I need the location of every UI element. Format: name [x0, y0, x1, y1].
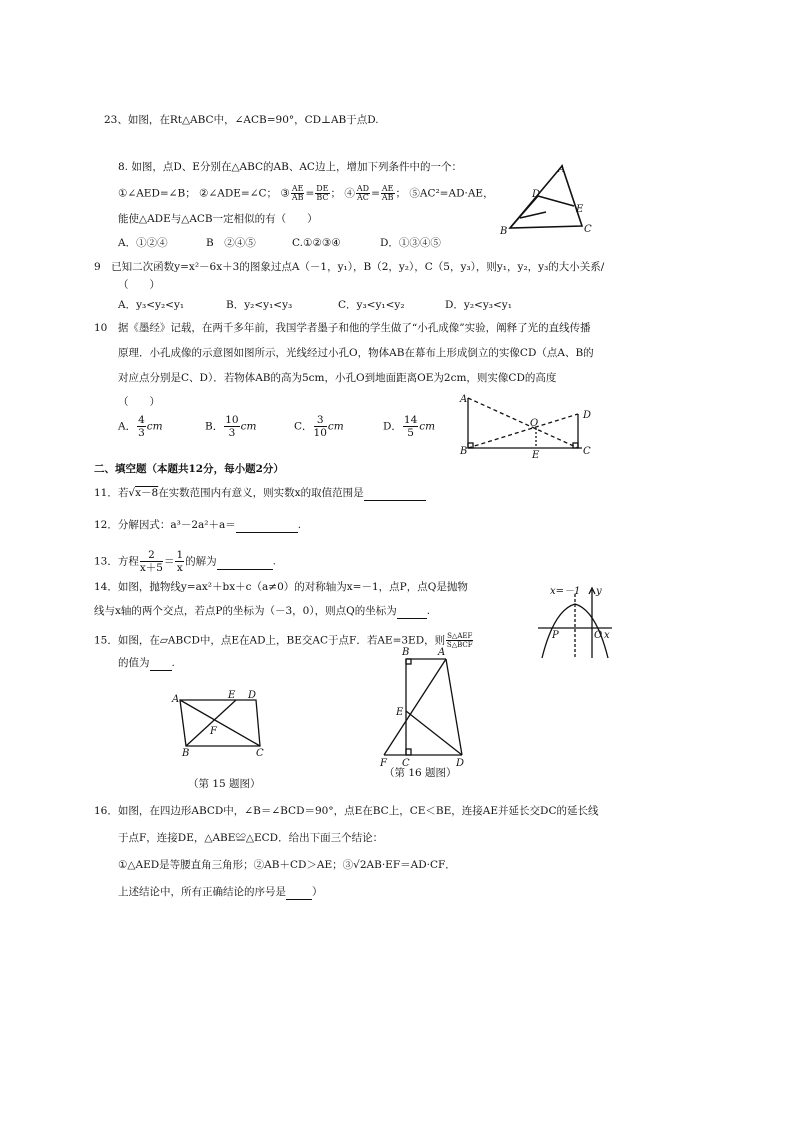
q16-quadrilateral-figure	[376, 645, 476, 769]
q10-line-1: 10 据《墨经》记载，在两千多年前，我国学者墨子和他的学生做了“小孔成像”实验，阐释了光的直线传播	[94, 322, 591, 334]
q15-line-2: 的值为 .	[118, 657, 175, 669]
q15-line-1: 15．如图，在▱ABCD中，点E在AD上，BE交AC于点F．若AE=3ED，则 $\frac{\text{S△AEF}}{\text{S△BCF}}$	[94, 632, 473, 649]
q8-label-d: D	[532, 189, 541, 200]
q10-option-b: B． $\frac{10}{3}$ cm	[205, 414, 257, 439]
q16-caption: （第 16 题图）	[384, 767, 457, 779]
q8-triangle-figure	[496, 160, 596, 240]
q11-answer-blank[interactable]	[364, 486, 426, 501]
q10-paren: （ ）	[118, 396, 160, 408]
q23-text: 23、如图，在Rt△ABC中，∠ACB=90°，CD⊥AB于点D.	[104, 114, 379, 126]
q9-paren: （ ）	[118, 279, 160, 291]
q16-answer-blank[interactable]	[286, 885, 312, 900]
q15-area-ratio: $\frac{\text{S△AEF}}{\text{S△BCF}}$	[446, 632, 473, 649]
q16-label-d: D	[456, 758, 465, 769]
q15-label-b: B	[182, 748, 190, 759]
q12-answer-blank[interactable]	[236, 518, 298, 533]
q16-line-2: 于点F，连接DE，△ABE≌△ECD．给出下面三个结论：	[118, 832, 384, 844]
q15-label-d: D	[248, 690, 257, 701]
q10-label-o: O	[530, 418, 539, 429]
q8-cond-4-num: ④	[344, 187, 355, 200]
q8-conditions: ①∠AED=∠B； ②∠ADE=∠C； ③ $\frac{AE}{AB}$ = $\frac{DE}{BC}$ ； ④ $\frac{AD}{AC}$ = $\frac{AE}{AB}$ ； ⑤AC²=AD·AE，	[118, 184, 494, 202]
q9-option-c: C．y₃<y₁<y₂	[338, 299, 405, 311]
q8-label-e: E	[576, 204, 584, 215]
q12-text: 12．分解因式：a³－2a²＋a＝ .	[94, 519, 302, 531]
q15-label-c: C	[256, 748, 264, 759]
q10-label-d: D	[583, 410, 592, 421]
q10-option-c: C． $\frac{3}{10}$ cm	[294, 414, 344, 439]
q16-line-4: 上述结论中，所有正确结论的序号是 ）	[118, 886, 323, 898]
q8-option-d: D．①③④⑤	[380, 237, 441, 249]
q15-answer-blank[interactable]	[150, 656, 172, 671]
q8-stem: 8. 如图，点D、E分别在△ABC的AB、AC边上，增加下列条件中的一个：	[118, 161, 462, 173]
q14-line-2: 线与x轴的两个交点，若点P的坐标为（－3，0），则点Q的坐标为 .	[94, 605, 431, 617]
q14-label-y: y	[596, 586, 602, 597]
q16-label-b: B	[402, 647, 410, 658]
q8-cond-3-frac-a: $\frac{AE}{AB}$	[291, 184, 304, 202]
q14-label-x: x	[604, 630, 610, 641]
q8-question: 能使△ADE与△ACB一定相似的有（ ）	[118, 213, 318, 225]
q8-cond-3-frac-b: $\frac{DE}{BC}$	[316, 184, 329, 202]
q8-option-b: B ②④⑤	[206, 237, 256, 249]
q10-option-a: A． $\frac{4}{3}$ cm	[118, 414, 163, 439]
q9-stem: 9 已知二次函数y=x²－6x＋3的图象过点A（－1，y₁），B（2，y₂），C（5，y₃），则y₁，y₂，y₃的大小关系/	[94, 261, 605, 273]
q14-line-1: 14．如图，抛物线y=ax²＋bx＋c（a≠0）的对称轴为x=－1，点P，点Q是抛物	[94, 581, 468, 593]
q9-option-b: B．y₂<y₁<y₃	[226, 299, 293, 311]
q10-line-3: 对应点分别是C、D）．若物体AB的高为5cm，小孔O到地面距离OE为2cm，则实像CD的高度	[118, 372, 557, 384]
q16-label-c: C	[402, 758, 410, 769]
q9-option-d: D．y₂<y₃<y₁	[445, 299, 512, 311]
q16-line-1: 16．如图，在四边形ABCD中，∠B＝∠BCD＝90°，点E在BC上，CE＜BE，连接AE并延长交DC的延长线	[94, 805, 599, 817]
q10-label-e: E	[532, 450, 540, 461]
q10-line-2: 原理．小孔成像的示意图如图所示，光线经过小孔O，物体AB在幕布上形成倒立的实像CD（点A、B的	[118, 347, 594, 359]
q9-option-a: A．y₃<y₂<y₁	[118, 299, 185, 311]
section-2-heading: 二、填空题（本题共12分，每小题2分）	[94, 463, 284, 475]
q16-label-e: E	[396, 707, 404, 718]
q10-pinhole-figure	[458, 392, 598, 461]
q8-label-c: C	[584, 224, 592, 235]
q15-label-a: A	[172, 694, 180, 705]
q16-label-f: F	[380, 758, 387, 769]
q15-caption: （第 15 题图）	[188, 778, 261, 790]
q14-label-p: P	[552, 630, 559, 641]
q8-option-c: C.①②③④	[292, 237, 341, 249]
q10-label-c: C	[583, 446, 591, 457]
q11-text: 11．若√x－8在实数范围内有意义，则实数x的取值范围是	[94, 486, 426, 501]
q8-cond-5: ⑤AC²=AD·AE，	[409, 187, 494, 200]
q10-label-a: A	[460, 394, 468, 405]
q13-text: 13．方程 $\frac{2}{x+5}$ ＝ $\frac{1}{x}$ 的解为 .	[94, 549, 277, 574]
q14-label-o: O	[594, 630, 603, 641]
q14-label-axis: x=－1	[550, 586, 581, 597]
q15-label-e: E	[228, 690, 236, 701]
q10-label-b: B	[460, 446, 468, 457]
q8-label-a: A	[558, 164, 566, 175]
q8-cond-4-frac-b: $\frac{AE}{AB}$	[381, 184, 394, 202]
q15-parallelogram-figure	[170, 690, 270, 758]
q15-label-f: F	[210, 726, 217, 737]
q16-label-a: A	[438, 647, 446, 658]
q8-label-b: B	[500, 226, 508, 237]
q8-cond-2: ②∠ADE=∠C；	[199, 187, 278, 200]
q8-cond-3-num: ③	[280, 187, 290, 200]
q10-option-d: D． $\frac{14}{5}$ cm	[383, 414, 436, 439]
q14-parabola-figure	[534, 580, 614, 662]
q8-option-a: A．①②④	[118, 237, 168, 249]
q16-line-3: ①△AED是等腰直角三角形；②AB＋CD＞AE；③√2AB·EF＝AD·CF．	[118, 859, 456, 871]
q8-cond-4-frac-a: $\frac{AD}{AC}$	[356, 184, 370, 202]
q14-answer-blank[interactable]	[397, 604, 427, 619]
q8-cond-1: ①∠AED=∠B；	[118, 187, 196, 200]
q13-answer-blank[interactable]	[217, 555, 273, 570]
